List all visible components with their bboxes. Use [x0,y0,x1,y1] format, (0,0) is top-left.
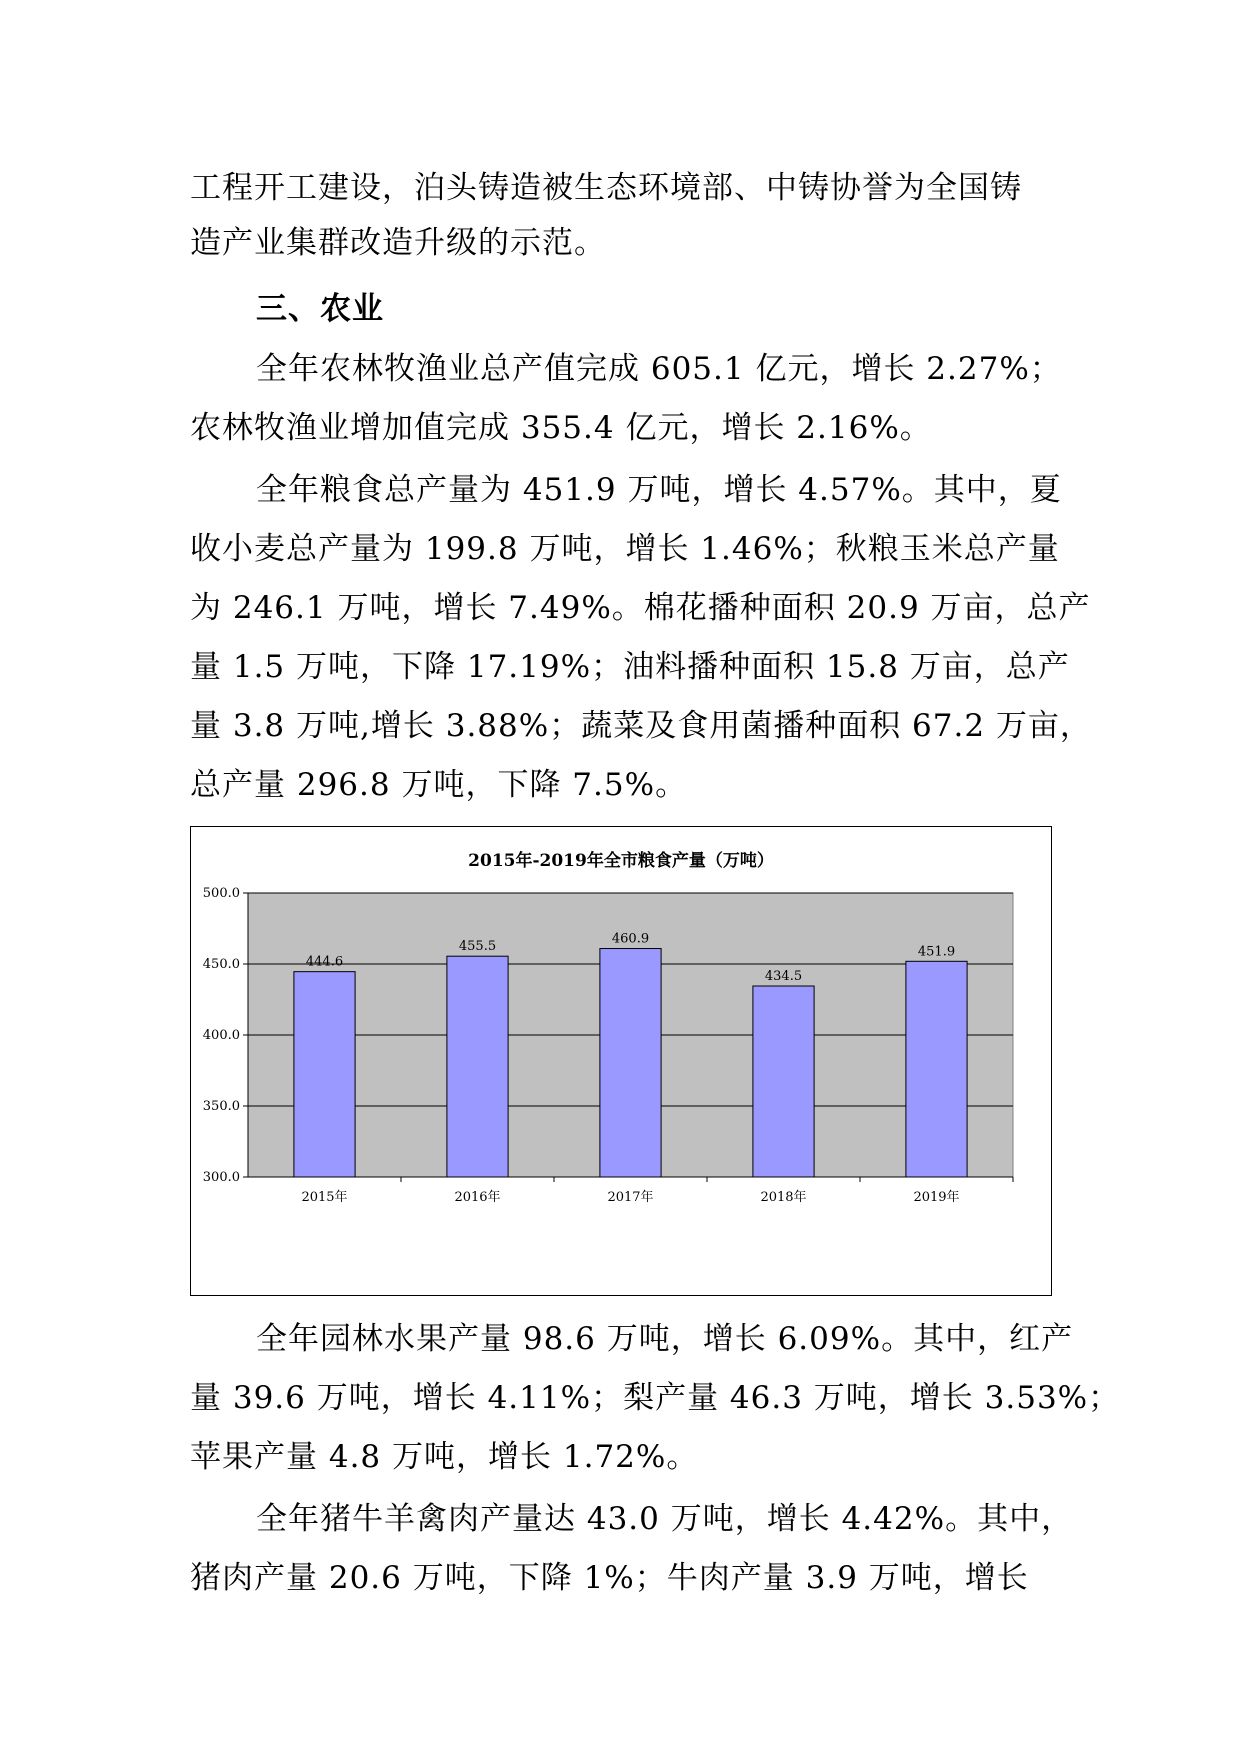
y-tick-label: 450.0 [202,957,240,972]
data-label: 455.5 [458,939,497,955]
paragraph-line: 收小麦总产量为 199.8 万吨，增长 1.46%；秋粮玉米总产量 [190,531,1060,567]
paragraph-line: 量 39.6 万吨，增长 4.11%；梨产量 46.3 万吨，增长 3.53%； [190,1380,1121,1416]
data-label: 444.6 [305,954,344,970]
bar [294,972,355,1177]
bar-chart-svg [191,827,1051,1295]
bar [906,961,967,1177]
grain-output-chart [190,826,1052,1296]
paragraph-line: 全年粮食总产量为 451.9 万吨，增长 4.57%。其中，夏 [256,472,1062,508]
paragraph-line: 苹果产量 4.8 万吨，增长 1.72%。 [190,1439,699,1475]
paragraph-line: 全年猪牛羊禽肉产量达 43.0 万吨，增长 4.42%。其中， [256,1501,1074,1537]
data-label: 434.5 [764,969,803,985]
x-tick-label: 2018年 [760,1190,807,1205]
x-tick-label: 2015年 [301,1190,348,1205]
bar [447,956,508,1177]
y-tick-label: 400.0 [202,1028,240,1043]
x-tick-label: 2017年 [607,1190,654,1205]
x-tick-label: 2016年 [454,1190,501,1205]
bar [600,949,661,1177]
paragraph-line: 全年农林牧渔业总产值完成 605.1 亿元，增长 2.27%； [256,351,1062,387]
section-heading: 三、农业 [256,291,384,327]
bar [753,986,814,1177]
paragraph-line: 猪肉产量 20.6 万吨，下降 1%；牛肉产量 3.9 万吨，增长 [190,1560,1029,1596]
paragraph-line: 总产量 296.8 万吨，下降 7.5%。 [190,767,688,803]
data-label: 460.9 [611,931,650,947]
paragraph-line: 农林牧渔业增加值完成 355.4 亿元，增长 2.16%。 [190,410,932,446]
paragraph-line: 量 3.8 万吨,增长 3.88%；蔬菜及食用菌播种面积 67.2 万亩， [190,708,1092,744]
paragraph-line: 全年园林水果产量 98.6 万吨，增长 6.09%。其中，红产 [256,1321,1074,1357]
data-label: 451.9 [917,944,956,960]
y-tick-label: 350.0 [202,1099,240,1114]
chart-title: 2015年-2019年全市粮食产量（万吨） [468,851,774,871]
paragraph-line: 为 246.1 万吨，增长 7.49%。棉花播种面积 20.9 万亩，总产 [190,590,1091,626]
paragraph-line: 量 1.5 万吨，下降 17.19%；油料播种面积 15.8 万亩，总产 [190,649,1070,685]
y-tick-label: 500.0 [202,886,240,901]
y-tick-label: 300.0 [202,1170,240,1185]
x-tick-label: 2019年 [913,1190,960,1205]
paragraph-line: 造产业集群改造升级的示范。 [190,225,606,261]
paragraph-line: 工程开工建设，泊头铸造被生态环境部、中铸协誉为全国铸 [190,170,1022,206]
